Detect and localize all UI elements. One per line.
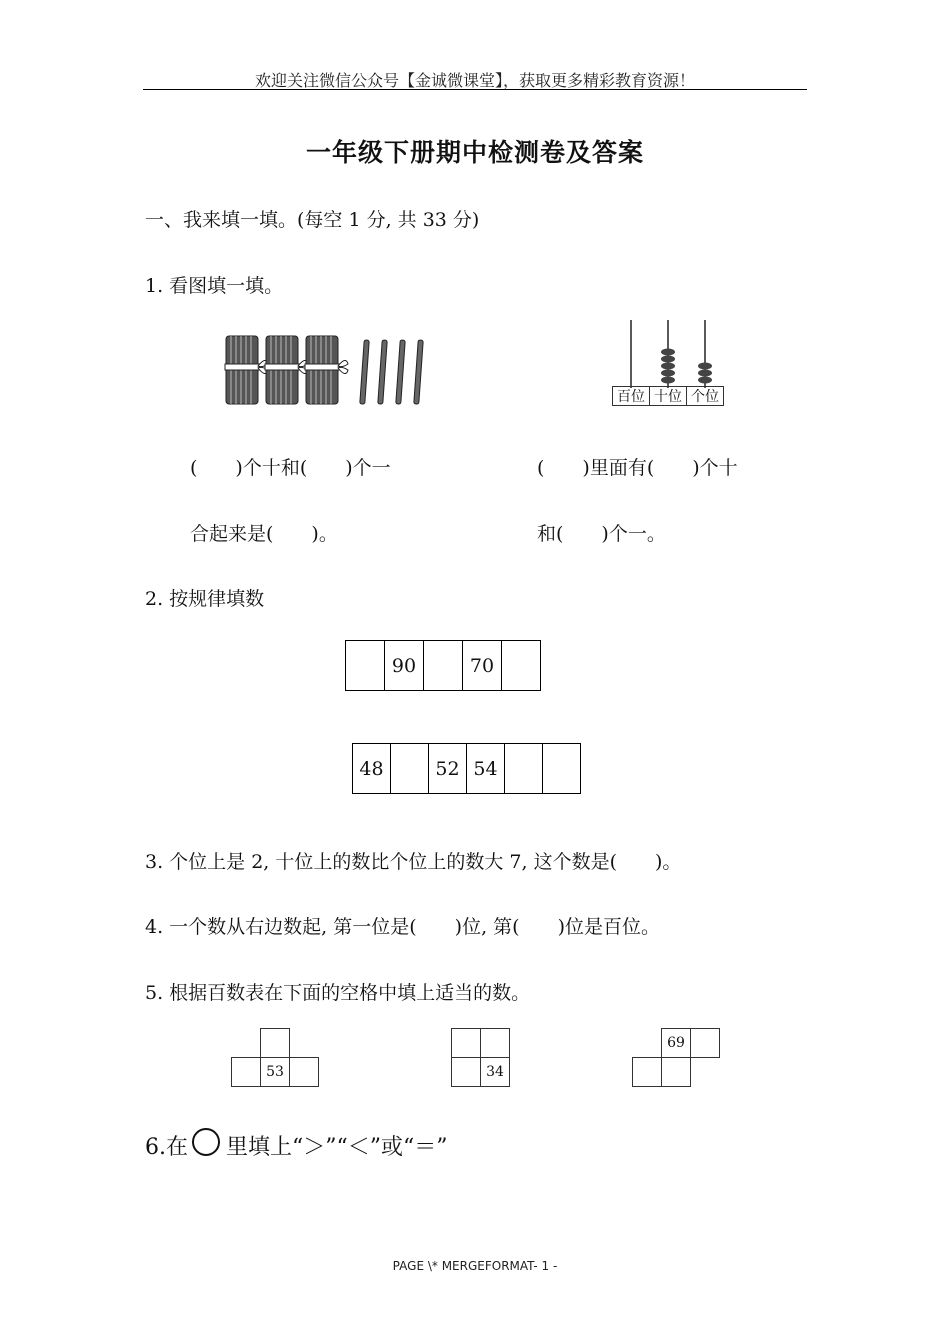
abacus-figure xyxy=(612,320,724,408)
grid3-given-cell: 69 xyxy=(661,1028,691,1058)
page-title: 一年级下册期中检测卷及答案 xyxy=(305,138,644,167)
q2-row2-cell[interactable] xyxy=(542,743,581,794)
tens-beads xyxy=(661,349,675,384)
q2-row1-cell: 90 xyxy=(384,640,424,691)
q2-row1-cell: 70 xyxy=(462,640,502,691)
q2-sequence-row2 xyxy=(353,743,581,794)
single-sticks xyxy=(360,340,423,404)
q6-line xyxy=(145,1128,447,1162)
counting-sticks-figure xyxy=(222,330,432,410)
q1-left-line1: ( )个十和( )个一 xyxy=(190,457,391,479)
q2-row1-cell[interactable] xyxy=(345,640,385,691)
grid2-blank-cell[interactable] xyxy=(480,1028,510,1058)
q2-row2-cell[interactable] xyxy=(504,743,543,794)
q1-label: 1. 看图填一填。 xyxy=(145,275,284,297)
grid3-blank-cell[interactable] xyxy=(632,1057,662,1087)
abacus-label-ones: 个位 xyxy=(686,386,724,406)
grid2-blank-cell[interactable] xyxy=(451,1057,481,1087)
q2-row2-cell: 54 xyxy=(466,743,505,794)
header-divider xyxy=(143,89,807,90)
grid1-blank-cell[interactable] xyxy=(289,1057,319,1087)
q2-label: 2. 按规律填数 xyxy=(145,588,265,610)
q1-right-line1: ( )里面有( )个十 xyxy=(537,457,738,479)
q3-text: 3. 个位上是 2, 十位上的数比个位上的数大 7, 这个数是( )。 xyxy=(145,851,682,873)
q5-hundred-grid-2 xyxy=(451,1028,510,1088)
page-header: 欢迎关注微信公众号【金诚微课堂】，获取更多精彩教育资源！ xyxy=(254,71,695,90)
abacus-label-tens: 十位 xyxy=(649,386,687,406)
q2-row2-cell: 52 xyxy=(428,743,467,794)
q2-sequence-row1 xyxy=(346,640,541,691)
grid2-blank-cell[interactable] xyxy=(451,1028,481,1058)
q1-left-line2: 合起来是( )。 xyxy=(190,523,338,545)
circle-icon xyxy=(192,1128,220,1156)
q5-hundred-grid-1 xyxy=(231,1028,319,1088)
q5-hundred-grid-3 xyxy=(632,1028,720,1088)
q2-row2-cell[interactable] xyxy=(390,743,429,794)
grid1-given-cell: 53 xyxy=(260,1057,290,1087)
abacus-label-hundreds: 百位 xyxy=(612,386,650,406)
grid1-blank-cell[interactable] xyxy=(260,1028,290,1058)
q5-label: 5. 根据百数表在下面的空格中填上适当的数。 xyxy=(145,982,531,1004)
grid2-given-cell: 34 xyxy=(480,1057,510,1087)
grid1-blank-cell[interactable] xyxy=(231,1057,261,1087)
ones-beads xyxy=(698,363,712,384)
stick-bundle xyxy=(225,336,268,404)
q2-row2-cell: 48 xyxy=(352,743,391,794)
grid3-blank-cell[interactable] xyxy=(690,1028,720,1058)
section1-heading: 一、我来填一填。(每空 1 分, 共 33 分) xyxy=(145,209,480,231)
q6-prefix: 6.在 xyxy=(145,1134,188,1160)
q1-right-line2: 和( )个一。 xyxy=(537,523,666,545)
page-footer: PAGE \* MERGEFORMAT- 1 - xyxy=(392,1259,558,1273)
q2-row1-cell[interactable] xyxy=(501,640,541,691)
q2-row1-cell[interactable] xyxy=(423,640,463,691)
grid3-blank-cell[interactable] xyxy=(661,1057,691,1087)
q4-text: 4. 一个数从右边数起, 第一位是( )位, 第( )位是百位。 xyxy=(145,916,660,938)
q6-suffix: 里填上“＞”“＜”或“＝” xyxy=(226,1134,448,1160)
